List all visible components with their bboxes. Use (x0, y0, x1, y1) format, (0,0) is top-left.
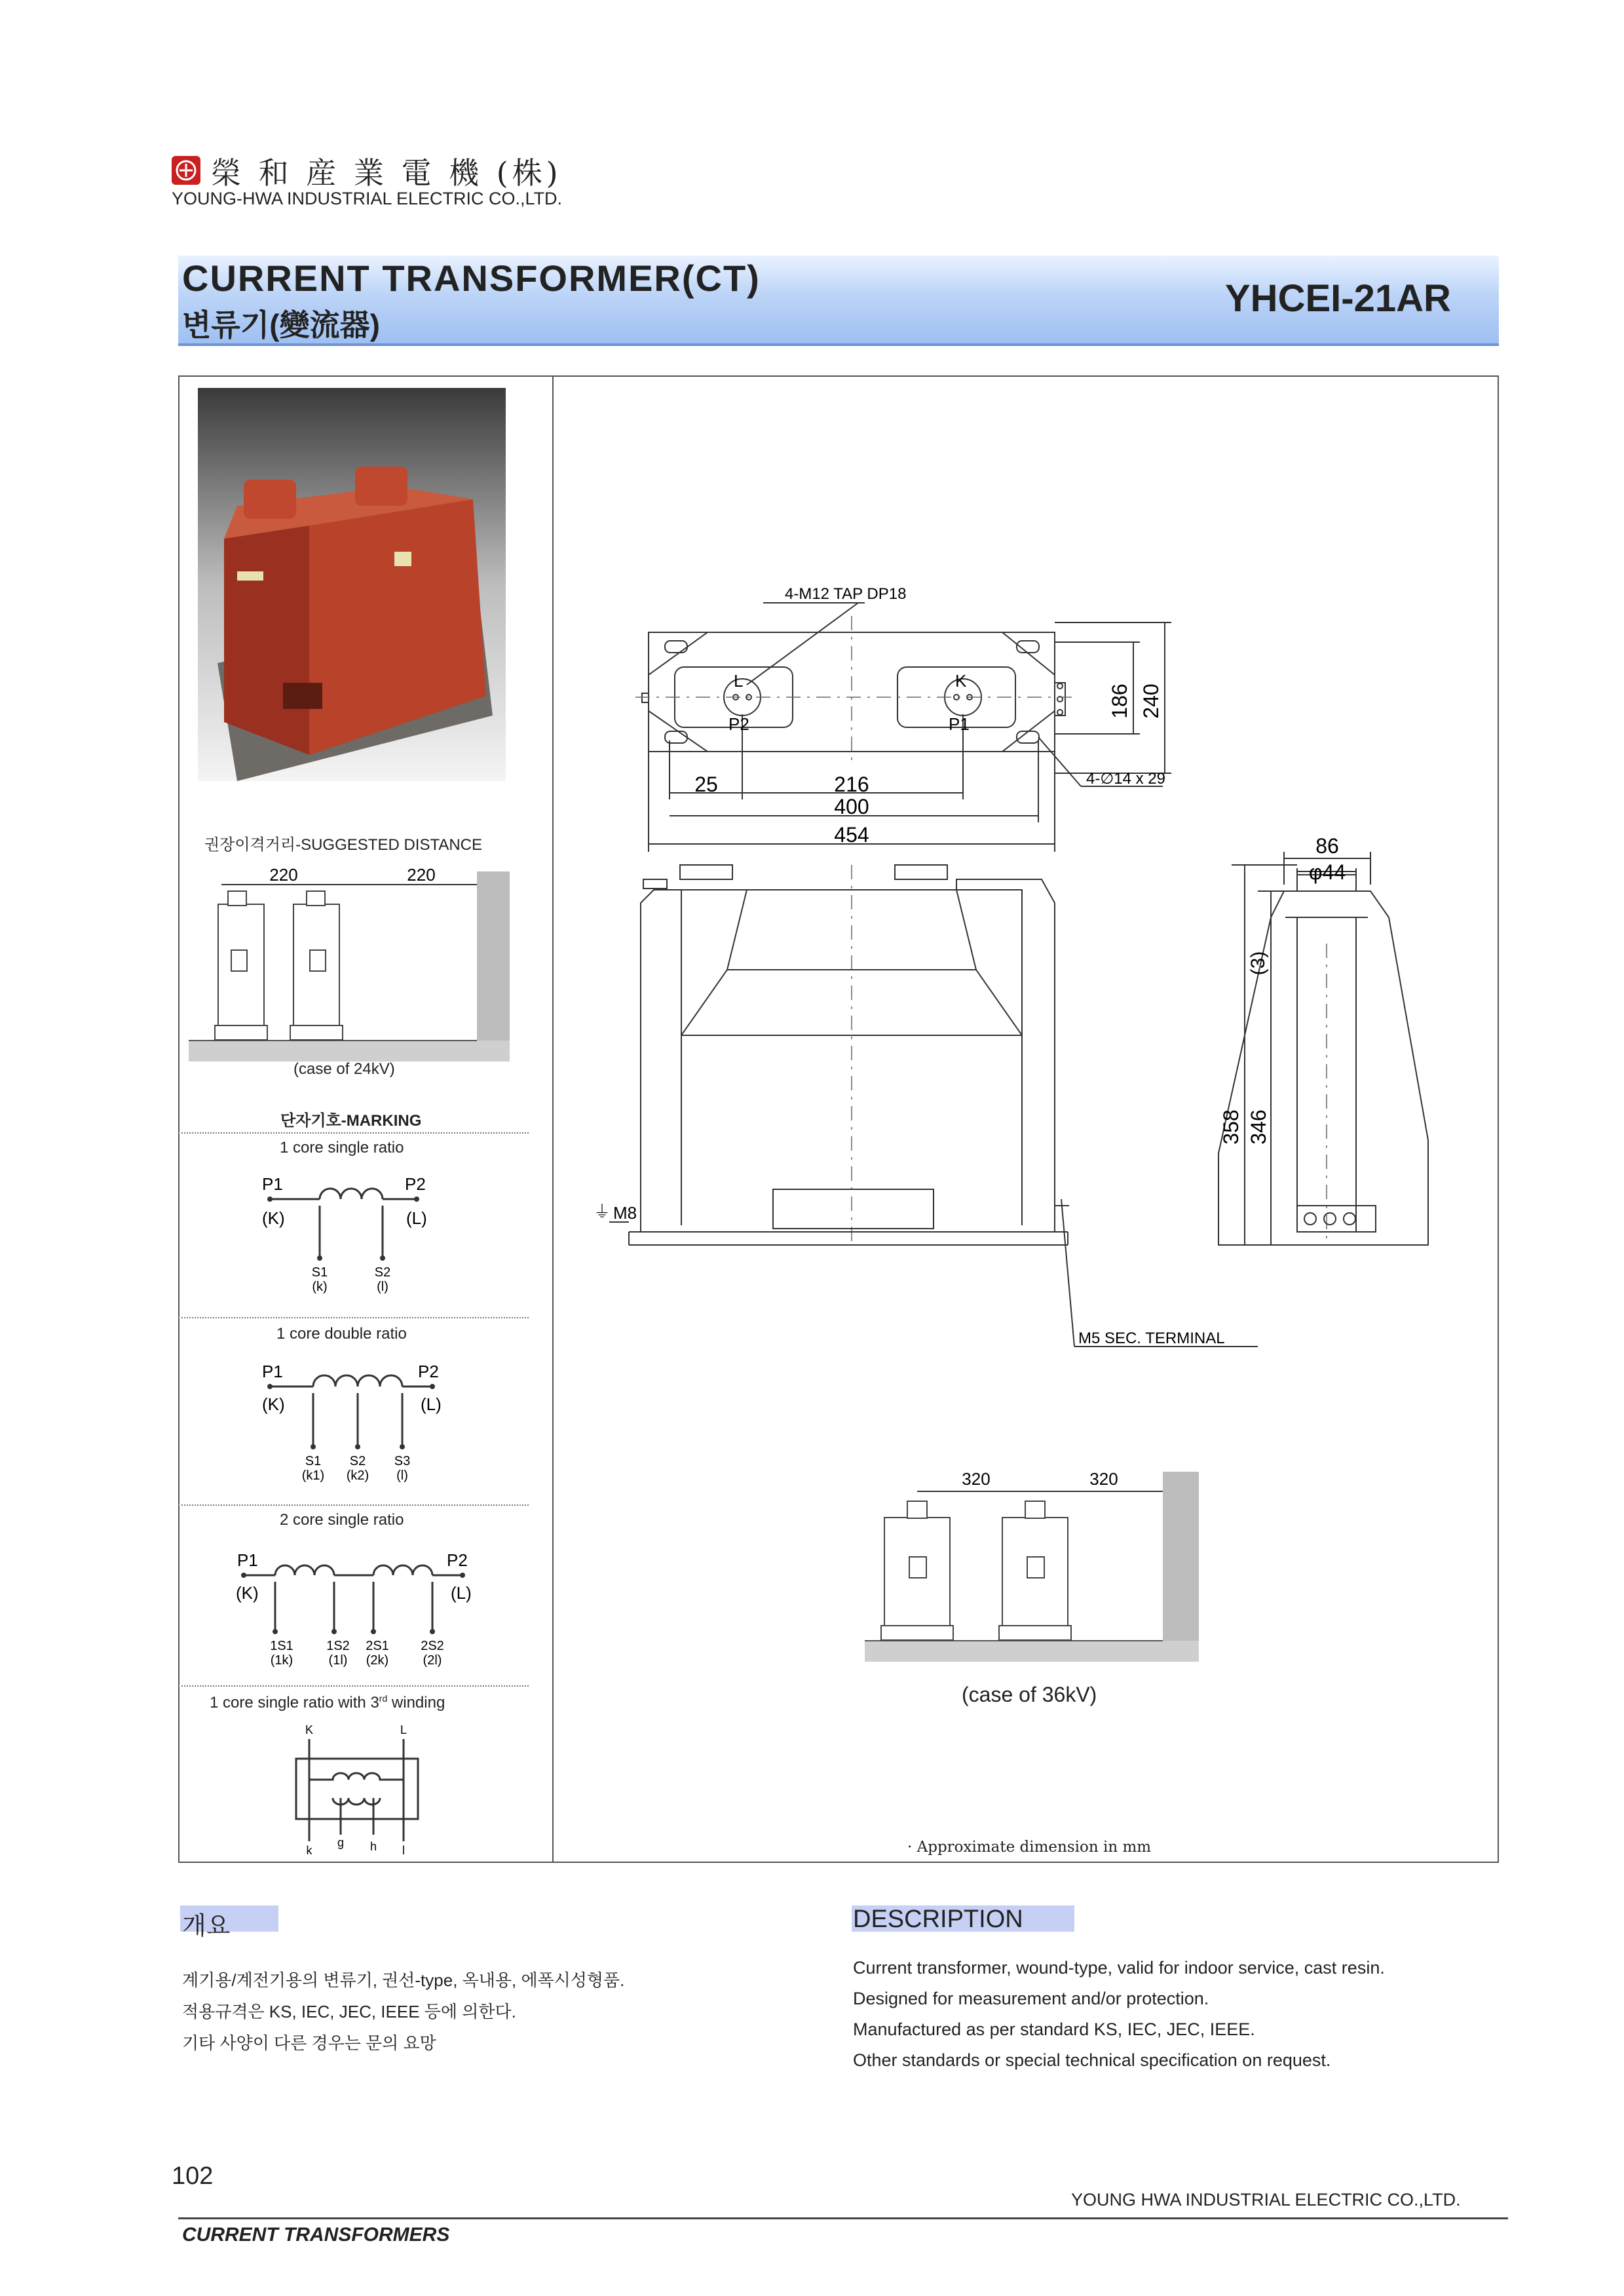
m3-tap-sub-2: (1l) (328, 1653, 348, 1668)
marking-4-title-a: 1 core single ratio with 3 (210, 1694, 379, 1712)
company-name-cjk: 榮 和 産 業 電 機 (株) (211, 155, 562, 191)
footer-company: YOUNG HWA INDUSTRIAL ELECTRIC CO.,LTD. (1071, 2190, 1461, 2210)
company-name-en: YOUNG-HWA INDUSTRIAL ELECTRIC CO.,LTD. (172, 189, 563, 208)
m1-tap-sub-1: (k) (312, 1280, 328, 1294)
dim-216: 216 (834, 773, 869, 796)
m2-tap-sub-3: (l) (396, 1468, 408, 1483)
marking-label: 단자기호-MARKING (280, 1112, 422, 1130)
overview-line-1: 계기용/계전기용의 변류기, 권선-type, 옥내용, 에폭시성형품. (182, 1970, 625, 1990)
dim-3: (3) (1247, 951, 1269, 976)
m1-p1: P1 (262, 1174, 283, 1194)
m3-k: (K) (236, 1583, 259, 1603)
marking-divider-4 (178, 1685, 529, 1687)
label-holes: 4-∅14 x 29 (1086, 770, 1165, 788)
product-photo (198, 388, 506, 781)
m1-k: (K) (262, 1208, 285, 1228)
footer-rule (178, 2217, 1508, 2219)
dist-24kv-a: 220 (269, 865, 298, 885)
page-title: CURRENT TRANSFORMER(CT) (182, 258, 761, 299)
label-k: K (955, 671, 967, 691)
marking-4-title-sup: rd (379, 1693, 388, 1704)
distance-diagram-24kv (189, 865, 523, 1062)
label-l: L (734, 671, 744, 691)
marking-divider-2 (178, 1317, 529, 1318)
m3-p1: P1 (237, 1550, 258, 1570)
m4-bot-l: l (402, 1844, 405, 1857)
dist-36kv-b: 320 (1089, 1469, 1118, 1489)
description-line-2: Designed for measurement and/or protection. (853, 1989, 1209, 2008)
description-line-1: Current transformer, wound-type, valid for indoor service, cast resin. (853, 1958, 1385, 1978)
m1-tap-1: S1 (311, 1265, 328, 1280)
marking-4-title (210, 1693, 445, 1712)
m3-tap-sub-4: (2l) (423, 1653, 442, 1668)
m3-tap-sub-3: (2k) (366, 1653, 389, 1668)
m2-tap-3: S3 (394, 1454, 411, 1468)
overview-line-3: 기타 사양이 다른 경우는 문의 요망 (182, 2033, 436, 2053)
model-number: YHCEI-21AR (1225, 277, 1451, 320)
marking-3-diagram (236, 1544, 485, 1675)
distance-24kv-caption: (case of 24kV) (293, 1060, 395, 1078)
m1-tap-2: S2 (374, 1265, 391, 1280)
description-heading: DESCRIPTION (853, 1905, 1023, 1933)
description-text (853, 1953, 1385, 2076)
dim-358: 358 (1219, 1109, 1243, 1145)
label-p2: P2 (728, 714, 749, 734)
m1-tap-sub-2: (l) (377, 1280, 388, 1294)
m2-p2: P2 (418, 1362, 439, 1381)
dim-454: 454 (834, 823, 869, 847)
m2-tap-sub-2: (k2) (346, 1468, 369, 1483)
ground-icon: ⏚ (594, 1202, 611, 1221)
marking-1-title: 1 core single ratio (280, 1139, 404, 1157)
marking-2-diagram (262, 1355, 459, 1486)
marking-divider-3 (178, 1504, 529, 1506)
dim-86: 86 (1315, 834, 1339, 858)
dim-240: 240 (1139, 683, 1163, 719)
m1-p2: P2 (405, 1174, 426, 1194)
dim-346: 346 (1247, 1109, 1270, 1145)
m4-top-l: L (400, 1723, 407, 1736)
dist-36kv-a: 320 (962, 1469, 991, 1489)
marking-4-title-b: winding (387, 1694, 445, 1712)
frame-divider (552, 375, 554, 1863)
m4-top-k: K (305, 1723, 314, 1736)
dimension-drawing (576, 577, 1467, 1363)
label-tap: 4-M12 TAP DP18 (785, 585, 907, 603)
m3-tap-2: 1S2 (326, 1639, 350, 1653)
m4-bot-h: h (369, 1840, 377, 1853)
marking-4-diagram (282, 1721, 439, 1858)
dim-44: φ44 (1308, 860, 1346, 884)
description-line-4: Other standards or special technical specification on request. (853, 2050, 1331, 2070)
company-logo (172, 156, 200, 185)
logo-mark-icon (172, 156, 200, 185)
m2-tap-2: S2 (349, 1454, 366, 1468)
label-p1: P1 (949, 714, 970, 734)
m2-tap-sub-1: (k1) (301, 1468, 325, 1483)
m3-l: (L) (451, 1583, 472, 1603)
label-m8: M8 (613, 1203, 637, 1223)
distance-36kv-caption: (case of 36kV) (962, 1683, 1097, 1706)
overview-heading: 개요 (182, 1913, 231, 1940)
page-number: 102 (172, 2162, 214, 2190)
approx-note: · Approximate dimension in mm (907, 1839, 1152, 1856)
m2-p1: P1 (262, 1362, 283, 1381)
m4-bot-k: k (306, 1844, 312, 1857)
m3-tap-3: 2S1 (366, 1639, 389, 1653)
description-line-3: Manufactured as per standard KS, IEC, JEC, IEEE. (853, 2019, 1255, 2039)
suggested-distance-label: 권장이격거리-SUGGESTED DISTANCE (204, 836, 483, 854)
distance-diagram-36kv (865, 1465, 1205, 1675)
overview-text (182, 1964, 624, 2059)
m3-p2: P2 (447, 1550, 468, 1570)
marking-divider-1 (178, 1132, 529, 1134)
dim-186: 186 (1108, 683, 1131, 719)
marking-2-title: 1 core double ratio (276, 1325, 407, 1343)
label-m5: M5 SEC. TERMINAL (1078, 1330, 1225, 1347)
m4-bot-g: g (337, 1836, 345, 1849)
marking-3-title: 2 core single ratio (280, 1511, 404, 1529)
dist-24kv-b: 220 (407, 865, 436, 885)
m2-l: (L) (421, 1394, 442, 1414)
m3-tap-1: 1S1 (270, 1639, 293, 1653)
m3-tap-4: 2S2 (421, 1639, 444, 1653)
m3-tap-sub-1: (1k) (270, 1653, 293, 1668)
footer-section: CURRENT TRANSFORMERS (182, 2224, 450, 2246)
m1-l: (L) (406, 1208, 427, 1228)
overview-line-2: 적용규격은 KS, IEC, JEC, IEEE 등에 의한다. (182, 2002, 516, 2021)
m2-tap-1: S1 (305, 1454, 322, 1468)
page-subtitle: 변류기(變流器) (182, 308, 380, 342)
marking-1-diagram (262, 1168, 459, 1299)
dim-400: 400 (834, 795, 869, 818)
m2-k: (K) (262, 1394, 285, 1414)
dim-25: 25 (694, 773, 718, 796)
